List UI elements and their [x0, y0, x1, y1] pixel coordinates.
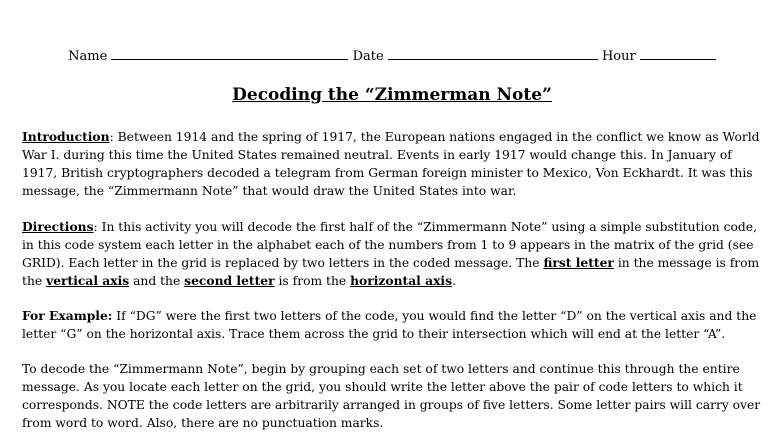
horizontal-axis-emphasis: horizontal axis — [350, 273, 453, 288]
example-label: For Example: — [22, 308, 113, 323]
instructions-paragraph — [22, 360, 770, 432]
introduction-paragraph — [22, 128, 770, 200]
introduction-text: : Between 1914 and the spring of 1917, the European nations engaged in the conflict we know as World War I. during this time the United States remained neutral. Events in early 1917 would change this. In January of 1917, British cryptographers decoded a telegram from German foreign minister to Mexico, Von Eckhardt. It was this message, the “Zimmermann Note” that would draw the United States into war. — [22, 130, 760, 198]
example-paragraph — [22, 307, 770, 343]
second-letter-emphasis: second letter — [184, 273, 275, 288]
directions-text-2: in the message is from the — [22, 256, 760, 288]
directions-text-3: and the — [129, 274, 185, 288]
vertical-axis-emphasis: vertical axis — [46, 273, 130, 288]
page-title — [0, 84, 784, 106]
hour-blank — [640, 47, 716, 60]
name-label: Name — [68, 49, 108, 64]
date-blank — [388, 47, 598, 60]
directions-text-5: . — [452, 274, 456, 288]
directions-text-4: is from the — [274, 274, 351, 288]
date-label: Date — [352, 49, 384, 64]
student-info-line — [0, 47, 784, 66]
hour-label: Hour — [601, 49, 636, 64]
directions-text-1: : In this activity you will decode the first half of the “Zimmermann Note” using a simple substitution code, in this code system each letter in the alphabet each of the numbers from 1 to 9 appears in the matrix of the grid (see GRID). Each letter in the grid is replaced by two letters in the coded message. The — [22, 220, 757, 270]
first-letter-emphasis: first letter — [543, 255, 614, 270]
page-title-text: Decoding the “Zimmerman Note” — [232, 85, 552, 105]
instructions-text: To decode the “Zimmermann Note”, begin by grouping each set of two letters and continue this through the entire message. As you locate each letter on the grid, you should write the letter above the pair of code letters to which it corresponds. NOTE the code letters are arbitrarily arranged in groups of five letters. Some letter pairs will carry over from word to word. Also, there are no punctuation marks. — [22, 362, 761, 430]
introduction-label: Introduction — [22, 129, 110, 144]
directions-label: Directions — [22, 219, 94, 234]
name-blank — [111, 47, 348, 60]
example-text: If “DG” were the first two letters of the code, you would find the letter “D” on the vertical axis and the letter “G” on the horizontal axis. Trace them across the grid to their intersection which will end at the letter “A”. — [22, 309, 757, 341]
directions-paragraph — [22, 218, 770, 290]
